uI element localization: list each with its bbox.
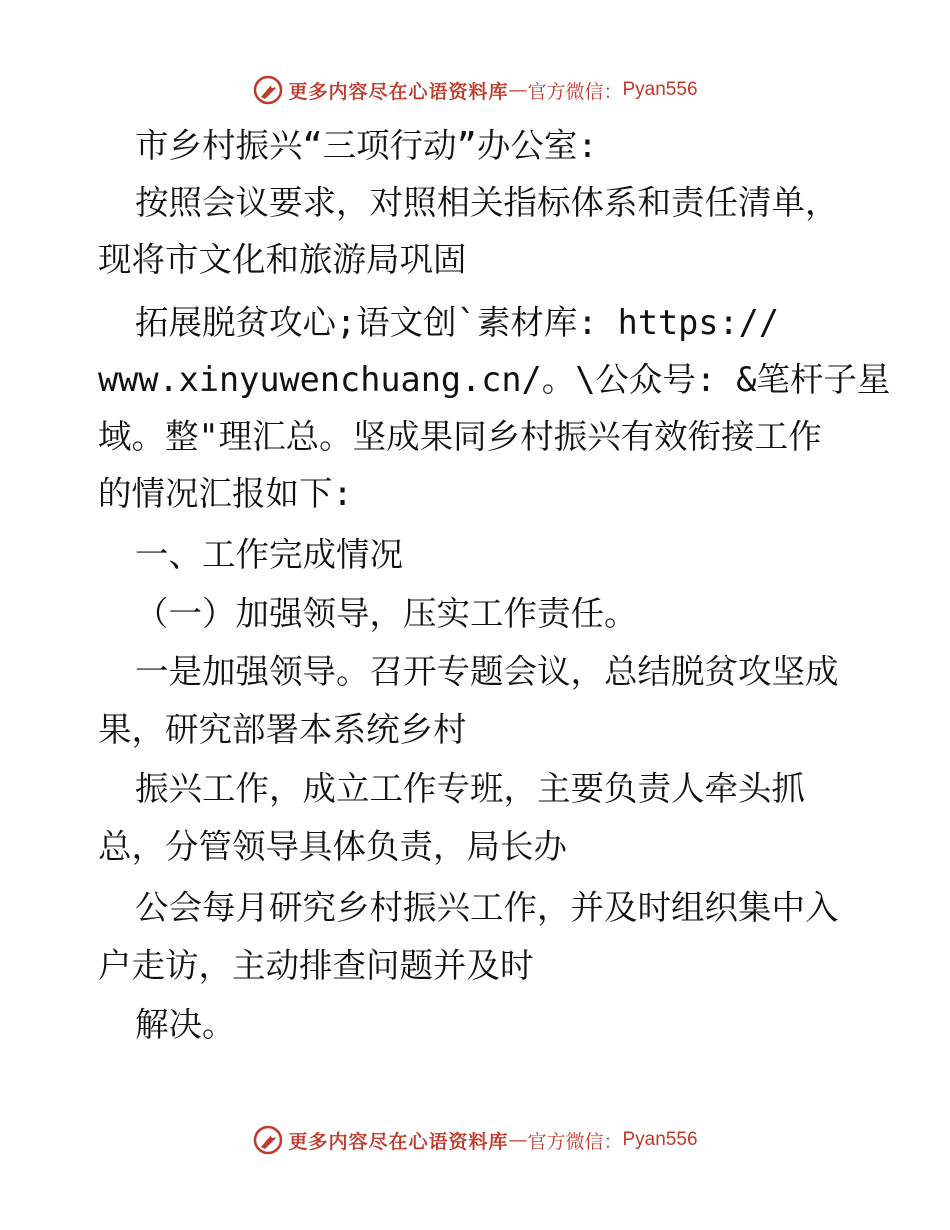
banner-separator: — xyxy=(508,79,528,101)
banner-brand-text: 更多内容尽在心语资料库 xyxy=(288,80,509,103)
body-line: 现将市文化和旅游局巩固 xyxy=(98,240,467,279)
body-line: 解决。 xyxy=(135,1005,236,1044)
body-line: www.xinyuwenchuang.cn/。\公众号: &笔杆子星 xyxy=(98,360,891,399)
body-line: 总，分管领导具体负责，局长办 xyxy=(98,827,567,866)
body-line: 一、工作完成情况 xyxy=(135,535,403,574)
header-watermark-banner xyxy=(0,70,950,110)
banner-separator: — xyxy=(508,1129,528,1151)
body-line: 户走访，主动排查问题并及时 xyxy=(98,946,534,985)
body-line: 的情况汇报如下: xyxy=(98,474,353,513)
body-line: 域。整"理汇总。坚成果同乡村振兴有效衔接工作 xyxy=(98,417,822,456)
body-line: 公会每月研究乡村振兴工作，并及时组织集中入 xyxy=(135,888,839,927)
banner-wechat-label: 官方微信： xyxy=(527,1130,623,1153)
body-line: 一是加强领导。召开专题会议，总结脱贫攻坚成 xyxy=(135,652,839,691)
banner-account-id: Pyan556 xyxy=(622,79,698,100)
banner-account-id: Pyan556 xyxy=(622,1129,698,1150)
body-line: 果，研究部署本系统乡村 xyxy=(98,710,467,749)
body-line: 拓展脱贫攻心;语文创`素材库: https:// xyxy=(135,303,780,342)
pen-nib-icon xyxy=(252,74,284,106)
body-line: 振兴工作，成立工作专班，主要负责人牵头抓 xyxy=(135,769,805,808)
banner-wechat-label: 官方微信： xyxy=(527,80,623,103)
pen-nib-icon xyxy=(252,1124,284,1156)
body-line: 按照会议要求，对照相关指标体系和责任清单， xyxy=(135,183,839,222)
body-line: 市乡村振兴“三项行动”办公室: xyxy=(135,126,598,165)
banner-brand-text: 更多内容尽在心语资料库 xyxy=(288,1130,509,1153)
body-line: （一）加强领导，压实工作责任。 xyxy=(135,594,638,633)
footer-watermark-banner xyxy=(0,1120,950,1160)
